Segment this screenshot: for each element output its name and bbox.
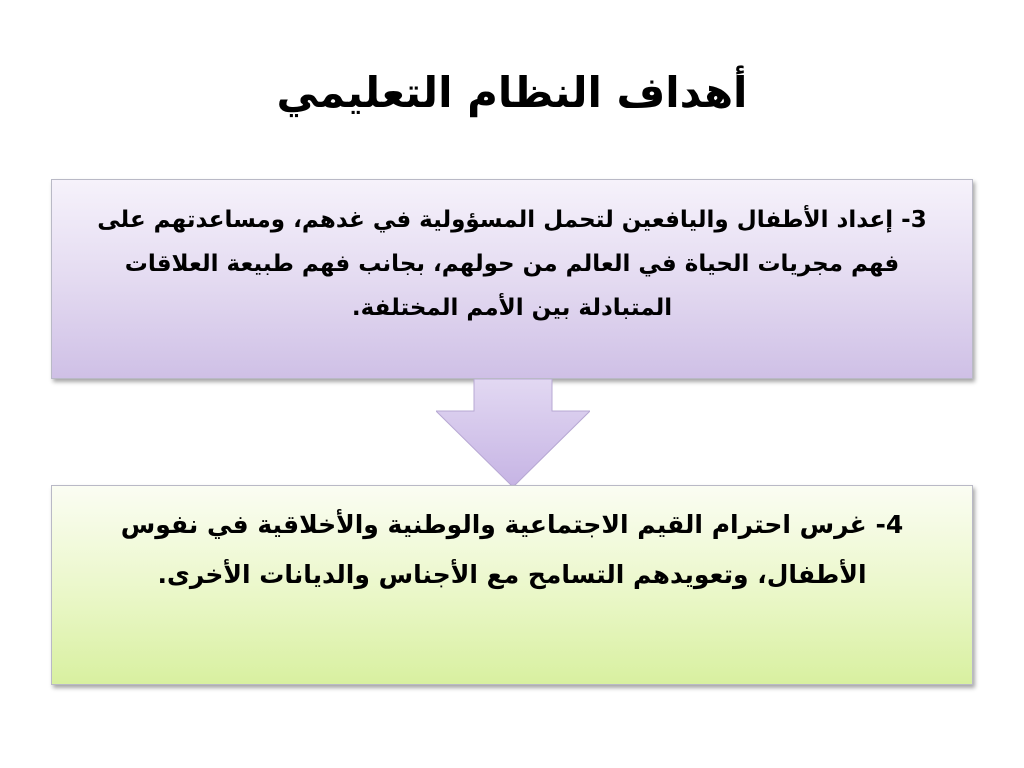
goal-box-3	[51, 179, 973, 379]
goal-3-text: 3- إعداد الأطفال واليافعين لتحمل المسؤولية في غدهم، ومساعدتهم على فهم مجريات الحياة في العالم من حولهم، بجانب فهم طبيعة العلاقات المتبادلة بين الأمم المختلفة.	[97, 207, 927, 321]
goal-box-4	[51, 485, 973, 685]
goal-4-text: 4- غرس احترام القيم الاجتماعية والوطنية والأخلاقية في نفوس الأطفال، وتعويدهم التسامح مع الأجناس والديانات الأخرى.	[120, 510, 904, 589]
slide-title: أهداف النظام التعليمي	[276, 68, 748, 117]
down-arrow-icon	[436, 379, 590, 489]
